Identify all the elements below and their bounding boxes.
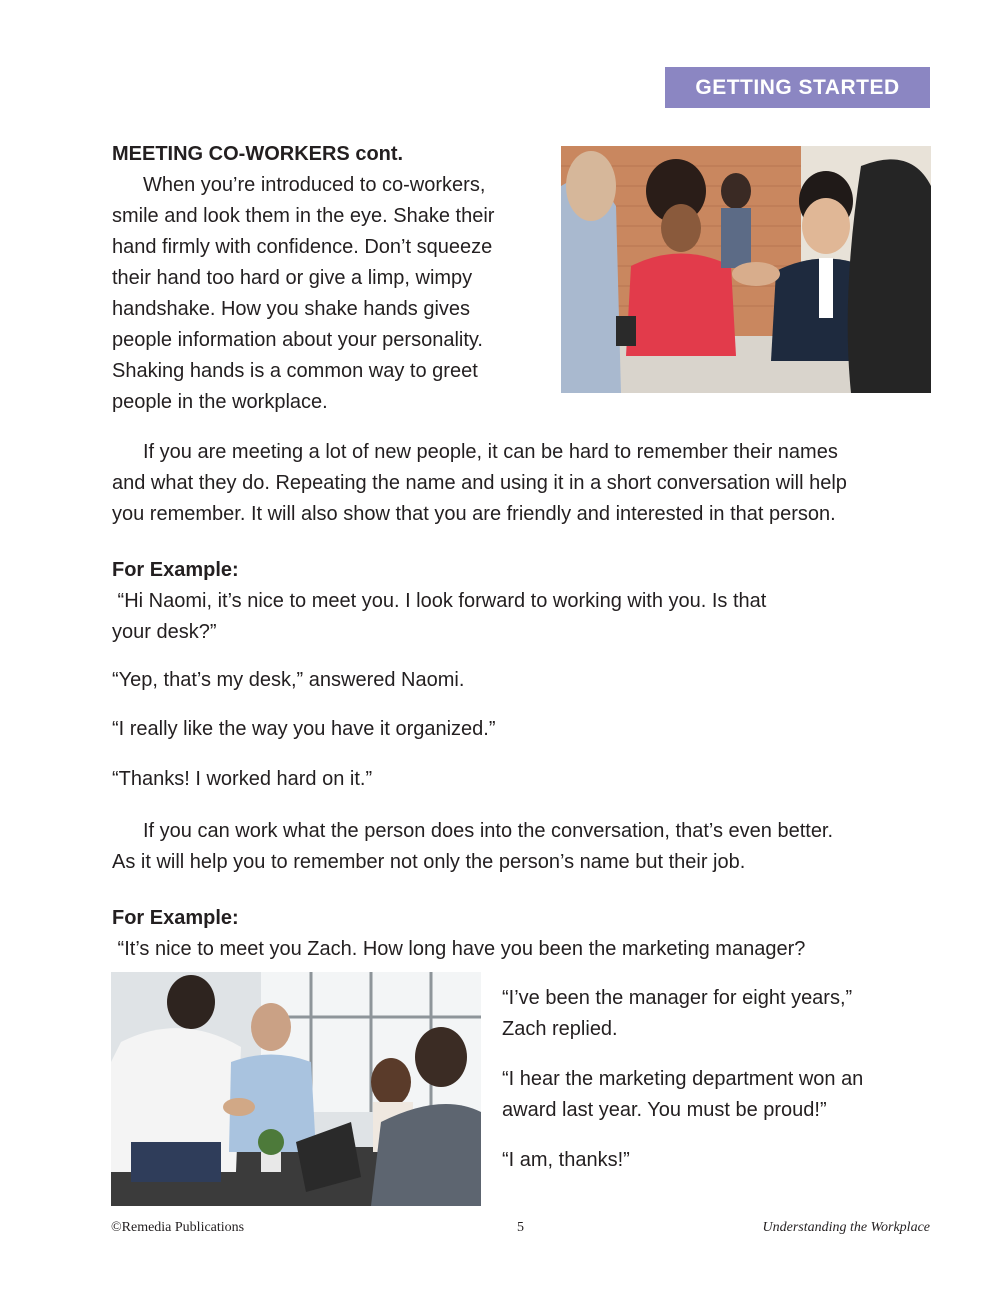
section1-line: people information about your personality. [112, 329, 483, 351]
example-reply-line: “I’ve been the manager for eight years,” [502, 987, 853, 1009]
paragraph-line: and what they do. Repeating the name and using it in a short conversation will help [112, 472, 847, 494]
section1-line: hand firmly with confidence. Don’t squeeze [112, 236, 493, 258]
section-heading: MEETING CO-WORKERS cont. [112, 143, 404, 165]
example-quote-line: “It’s nice to meet you Zach. How long have you been the marketing manager? [112, 938, 806, 960]
section1-line: people in the workplace. [112, 391, 328, 413]
paragraph-line: If you can work what the person does into the conversation, that’s even better. [143, 820, 834, 842]
example-1 [112, 555, 932, 648]
paragraph-3 [112, 816, 932, 878]
section1-line: When you’re introduced to co-workers, [143, 174, 486, 196]
paragraph-line: you remember. It will also show that you are friendly and interested in that person. [112, 503, 836, 525]
footer-book-title: Understanding the Workplace [762, 1220, 930, 1235]
example-2-replies [502, 983, 922, 1045]
paragraph-line: As it will help you to remember not only the person’s name but their job. [112, 851, 746, 873]
paragraph-2 [112, 437, 932, 530]
example-reply: “Yep, that’s my desk,” answered Naomi. [112, 669, 465, 691]
example-reply: “I really like the way you have it organized.” [112, 718, 496, 740]
example-2-replies [502, 1064, 922, 1126]
section-banner: GETTING STARTED [665, 67, 930, 108]
meeting-photo [111, 972, 481, 1206]
example-reply-line: “I hear the marketing department won an [502, 1068, 864, 1090]
paragraph-line: If you are meeting a lot of new people, it can be hard to remember their names [143, 441, 838, 463]
example-quote-line: your desk?” [112, 621, 217, 643]
section1-block [112, 139, 552, 418]
example-2 [112, 903, 932, 965]
footer-copyright: ©Remedia Publications [111, 1220, 245, 1235]
section1-line: Shaking hands is a common way to greet [112, 360, 478, 382]
section1-line: their hand too hard or give a limp, wimpy [112, 267, 473, 289]
example-heading: For Example: [112, 559, 239, 581]
section1-line: smile and look them in the eye. Shake their [112, 205, 495, 227]
example-reply-line: award last year. You must be proud!” [502, 1099, 827, 1121]
section1-line: handshake. How you shake hands gives [112, 298, 471, 320]
example-reply: “I am, thanks!” [502, 1149, 630, 1171]
example-heading: For Example: [112, 907, 239, 929]
example-quote-line: “Hi Naomi, it’s nice to meet you. I look forward to working with you. Is that [112, 590, 767, 612]
handshake-photo [561, 146, 931, 393]
example-reply: “Thanks! I worked hard on it.” [112, 768, 373, 790]
page-number: 5 [517, 1220, 524, 1235]
example-reply-line: Zach replied. [502, 1018, 618, 1040]
